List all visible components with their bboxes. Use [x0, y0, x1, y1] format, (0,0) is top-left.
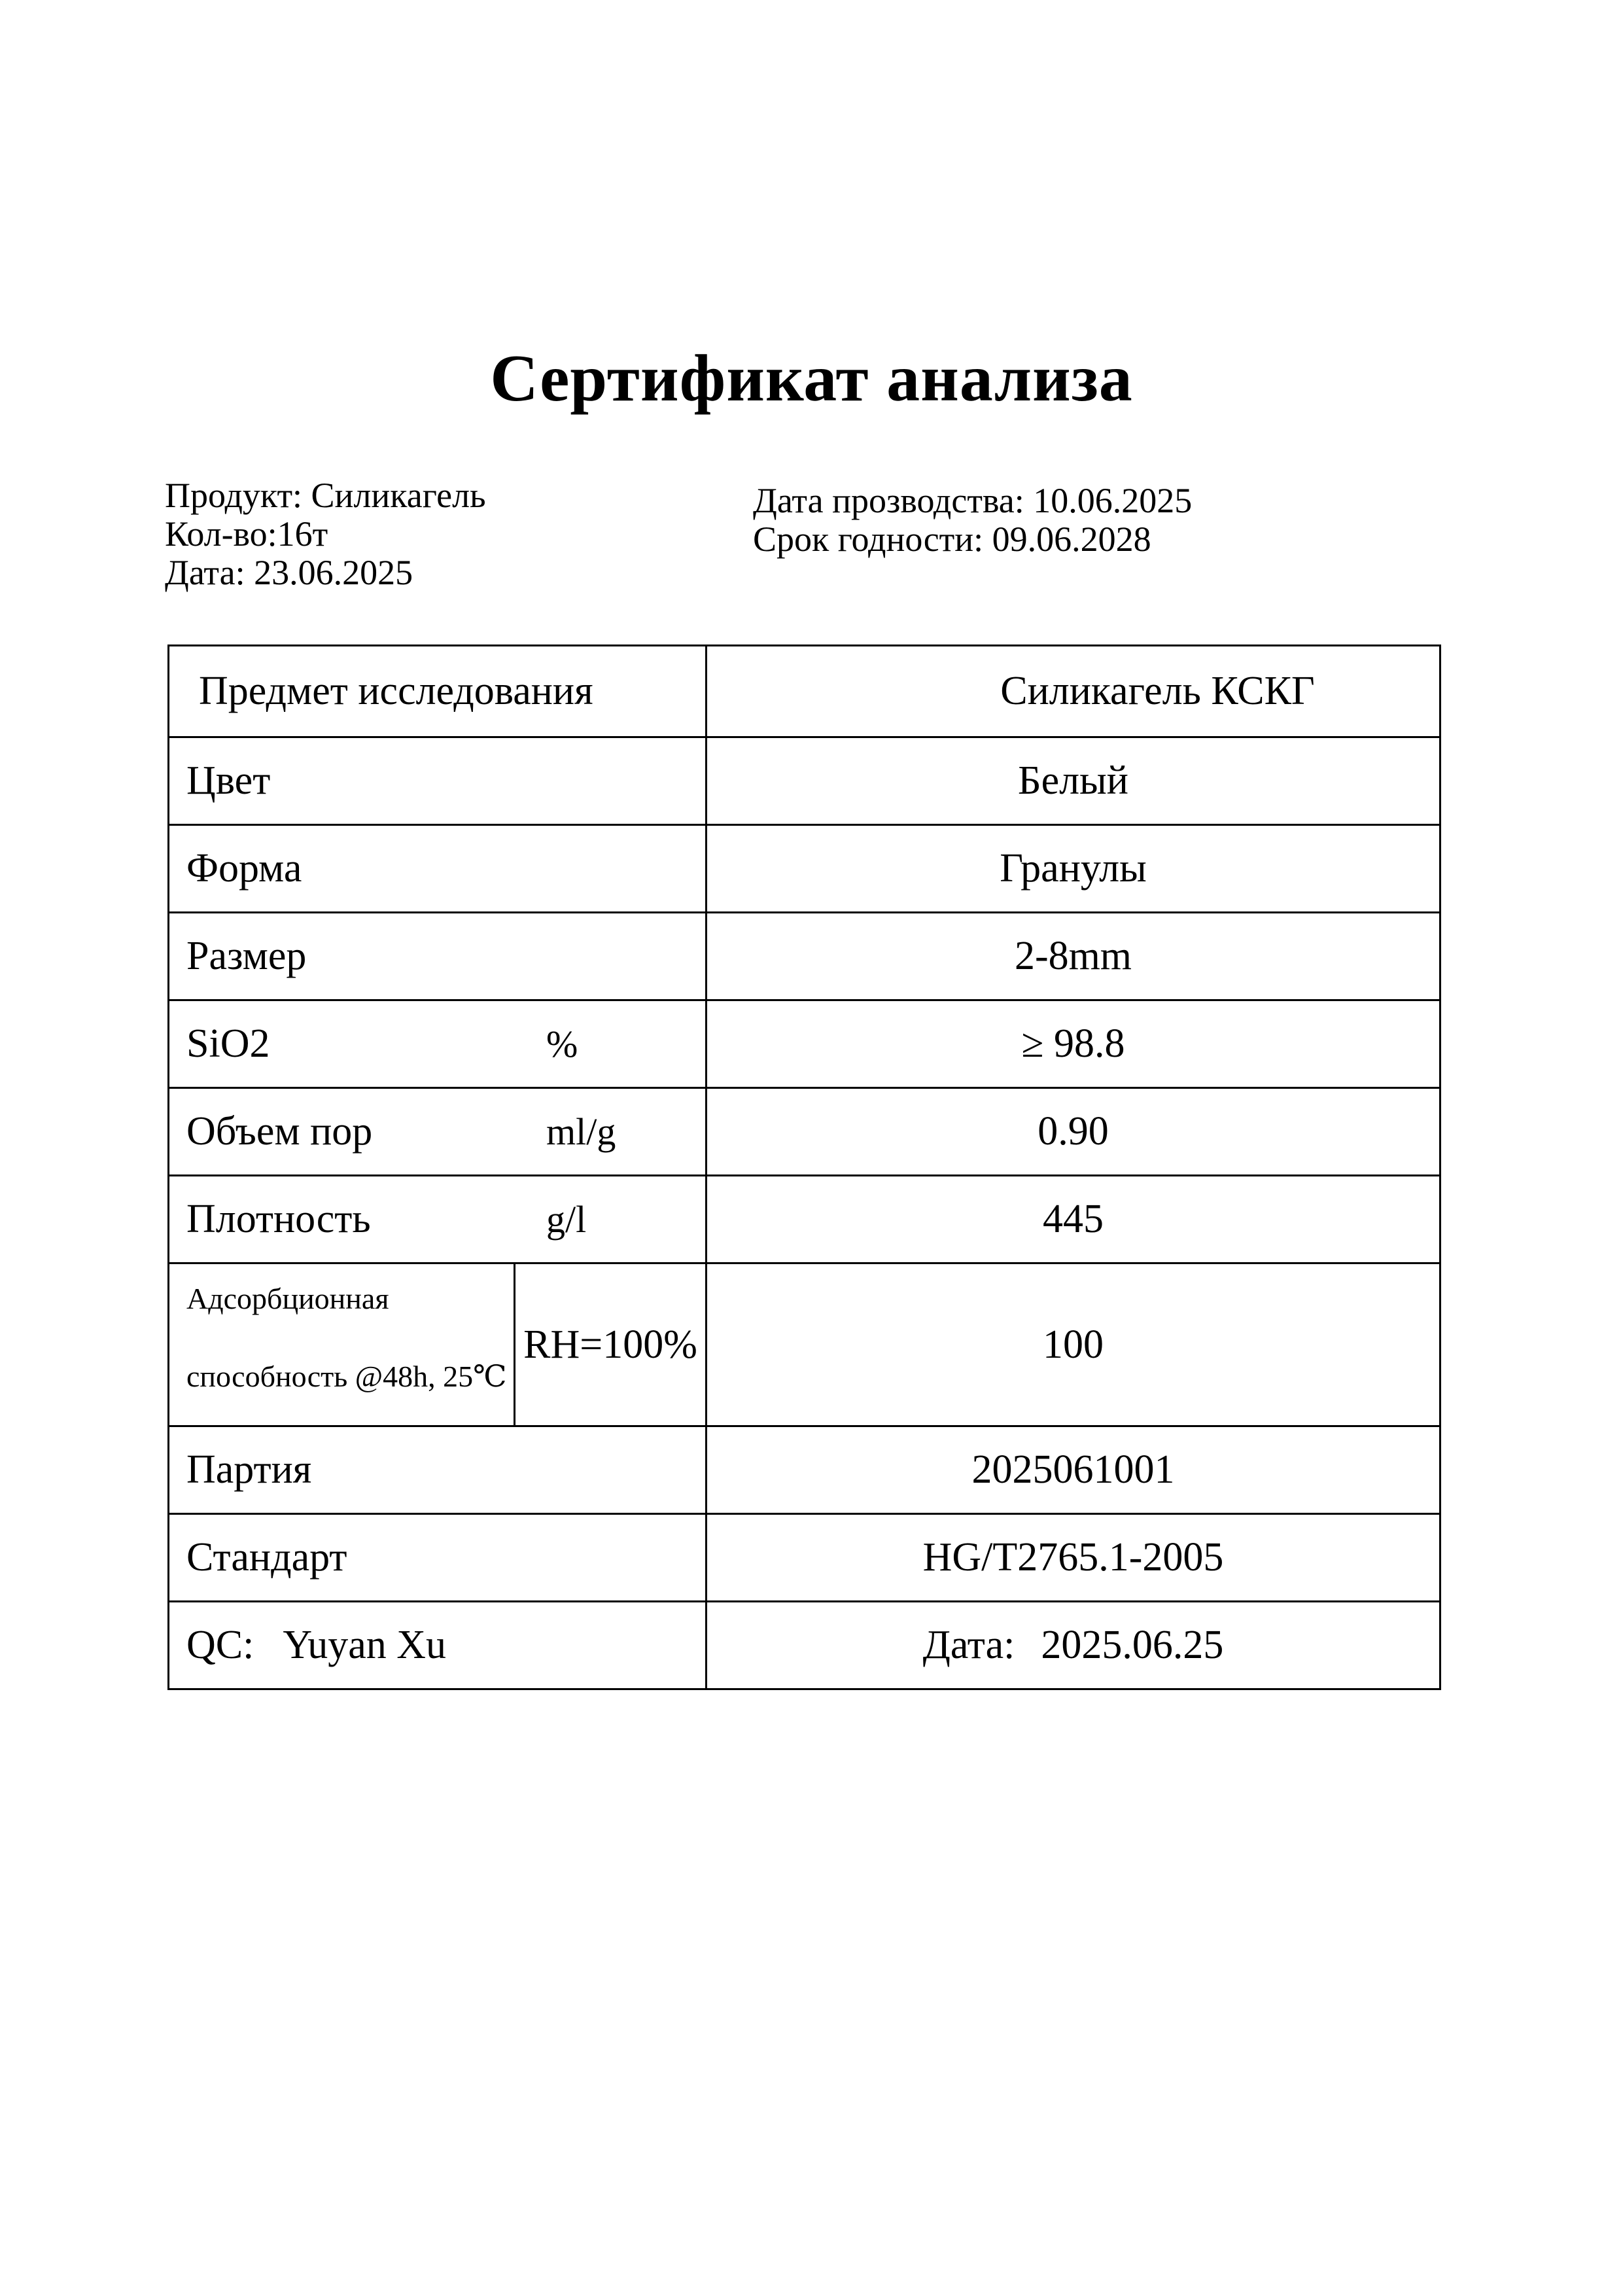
subject-value-cell: [707, 646, 1439, 736]
density-unit: g/l: [546, 1198, 587, 1241]
batch-value: 2025061001: [971, 1447, 1175, 1492]
adsorption-condition-cell: RH=100%: [514, 1264, 707, 1425]
color-value: Белый: [1018, 758, 1128, 803]
form-label-cell: [169, 826, 707, 911]
qc-date-label: Дата:: [922, 1623, 1015, 1667]
adsorption-label-line1: Адсорбционная: [186, 1282, 389, 1316]
table-row-density: [169, 1174, 1439, 1262]
size-label-cell: [169, 913, 707, 999]
table-row-pore-volume: [169, 1087, 1439, 1174]
pore-volume-label-cell: [169, 1089, 707, 1174]
adsorption-value: 100: [1043, 1322, 1104, 1367]
table-row-qc: [169, 1600, 1439, 1688]
qc-name: Yuyan Xu: [283, 1623, 447, 1667]
sio2-label: SiO2: [186, 1021, 270, 1066]
table-row-subject: [169, 646, 1439, 736]
color-label: Цвет: [186, 758, 271, 803]
pore-volume-label: Объем пор: [186, 1109, 373, 1154]
density-value: 445: [1043, 1197, 1104, 1241]
production-date-line: Дата прозводства: 10.06.2025: [753, 481, 1193, 520]
adsorption-label-line2: способность @48h, 25℃: [186, 1360, 507, 1393]
form-label: Форма: [186, 846, 302, 891]
adsorption-label-cell: [169, 1264, 514, 1425]
standard-value: HG/T2765.1-2005: [922, 1535, 1224, 1580]
table-row-sio2: [169, 999, 1439, 1087]
document-title: Сертификат анализа: [490, 342, 1133, 415]
size-value: 2-8mm: [1014, 934, 1132, 978]
quantity-line: Кол-во:16т: [165, 514, 328, 554]
product-line: Продукт: Силикагель: [165, 476, 486, 515]
table-row-size: [169, 911, 1439, 999]
product-info-block: [165, 476, 486, 592]
analysis-table: [167, 645, 1441, 1690]
pore-volume-value: 0.90: [1038, 1109, 1109, 1154]
table-row-batch: [169, 1425, 1439, 1513]
expiry-date-line: Срок годности: 09.06.2028: [753, 520, 1151, 559]
density-label: Плотность: [186, 1197, 371, 1241]
qc-label-cell: [169, 1602, 707, 1688]
qc-label: QC:: [186, 1623, 254, 1667]
qc-date-value: 2025.06.25: [1041, 1623, 1224, 1667]
table-row-form: [169, 824, 1439, 911]
color-label-cell: [169, 738, 707, 824]
sio2-unit: %: [546, 1023, 578, 1065]
subject-value: Силикагель КСКГ: [1000, 669, 1315, 713]
document-date-line: Дата: 23.06.2025: [165, 553, 413, 592]
table-row-standard: [169, 1513, 1439, 1600]
batch-label-cell: [169, 1427, 707, 1513]
sio2-label-cell: [169, 1001, 707, 1087]
subject-label-cell: [169, 646, 707, 736]
batch-label: Партия: [186, 1447, 312, 1492]
size-label: Размер: [186, 934, 307, 978]
qc-date-cell: [707, 1602, 1439, 1688]
pore-volume-unit: ml/g: [546, 1110, 616, 1153]
subject-label: Предмет исследования: [199, 669, 593, 713]
standard-label-cell: [169, 1515, 707, 1600]
sio2-value: ≥ 98.8: [1021, 1021, 1125, 1066]
table-row-color: [169, 736, 1439, 824]
form-value: Гранулы: [1000, 846, 1147, 891]
standard-label: Стандарт: [186, 1535, 347, 1580]
dates-info-block: [753, 482, 1192, 559]
density-label-cell: [169, 1176, 707, 1262]
table-row-adsorption: [169, 1262, 1439, 1425]
